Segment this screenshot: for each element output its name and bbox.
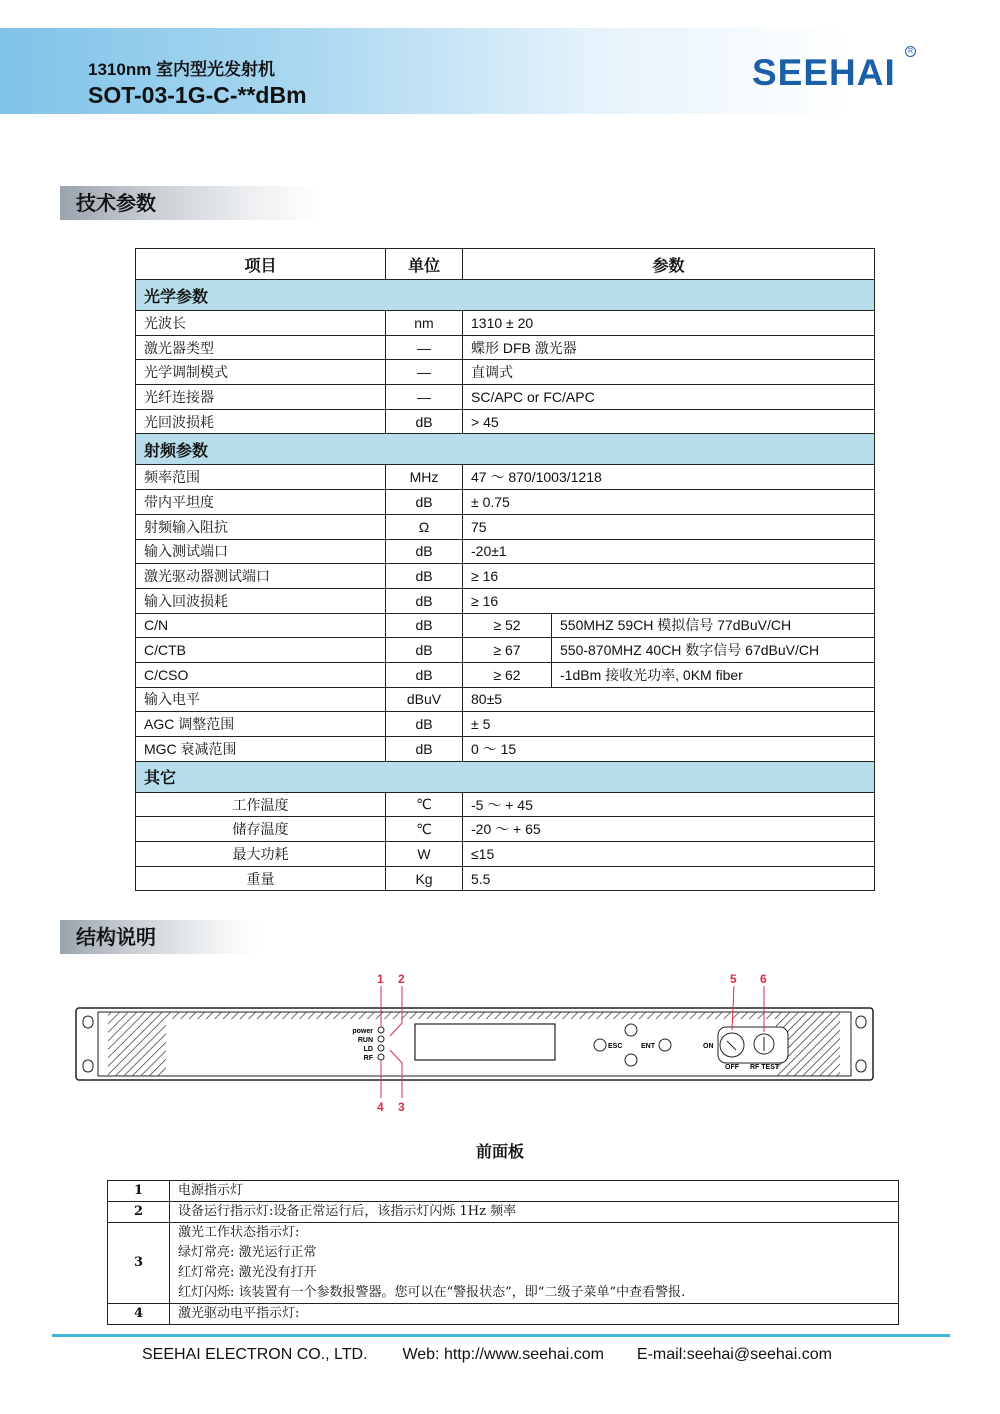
description-line: 激光驱动电平指示灯: bbox=[178, 1306, 300, 1321]
param-item: 储存温度 bbox=[136, 817, 386, 842]
description-row bbox=[108, 1304, 899, 1325]
param-unit: Ω bbox=[386, 514, 463, 539]
param-unit: ℃ bbox=[386, 817, 463, 842]
section-title-structure: 结构说明 bbox=[60, 920, 260, 954]
param-item: C/CTB bbox=[136, 638, 386, 663]
on-label: ON bbox=[703, 1043, 714, 1050]
power-switch-icon bbox=[720, 1033, 744, 1057]
param-item: C/N bbox=[136, 613, 386, 638]
param-value: 47 ～ 870/1003/1218 bbox=[463, 465, 875, 490]
description-line: 电源指示灯 bbox=[178, 1183, 244, 1198]
table-row bbox=[136, 490, 875, 515]
param-item: 光回波损耗 bbox=[136, 409, 386, 434]
param-value: -20 ～ + 65 bbox=[463, 817, 875, 842]
description-number: 4 bbox=[108, 1304, 170, 1325]
param-unit: dB bbox=[386, 613, 463, 638]
callout-6: 6 bbox=[760, 972, 767, 986]
param-item: 频率范围 bbox=[136, 465, 386, 490]
param-value: ± 0.75 bbox=[463, 490, 875, 515]
description-number: 1 bbox=[108, 1181, 170, 1202]
category-rf bbox=[136, 434, 875, 465]
down-button-icon bbox=[625, 1054, 637, 1066]
param-item: 光波长 bbox=[136, 311, 386, 336]
param-unit: dB bbox=[386, 638, 463, 663]
footer bbox=[142, 1346, 832, 1364]
param-value: ≥ 67 bbox=[463, 638, 552, 663]
rf-test-label: RF TEST bbox=[750, 1064, 780, 1071]
led-label: RF bbox=[363, 1055, 373, 1062]
description-text bbox=[170, 1202, 899, 1223]
param-unit: dB bbox=[386, 737, 463, 762]
param-value: 0 ～ 15 bbox=[463, 737, 875, 762]
description-line: 设备运行指示灯:设备正常运行后，该指示灯闪烁 1Hz 频率 bbox=[178, 1204, 517, 1219]
table-row bbox=[136, 465, 875, 490]
param-value: ≥ 62 bbox=[463, 662, 552, 687]
callout-3: 3 bbox=[398, 1100, 405, 1114]
param-unit: nm bbox=[386, 311, 463, 336]
param-value: ≥ 16 bbox=[463, 564, 875, 589]
param-unit: dB bbox=[386, 712, 463, 737]
param-value: ± 5 bbox=[463, 712, 875, 737]
table-row bbox=[136, 817, 875, 842]
category-title: 光学参数 bbox=[136, 280, 875, 311]
param-value: -20±1 bbox=[463, 539, 875, 564]
callout-4: 4 bbox=[377, 1100, 384, 1114]
col-header-value: 参数 bbox=[463, 249, 875, 280]
table-row bbox=[136, 866, 875, 891]
param-item: 光纤连接器 bbox=[136, 385, 386, 410]
product-subtitle: 1310nm 室内型光发射机 bbox=[88, 60, 276, 79]
param-item: 输入测试端口 bbox=[136, 539, 386, 564]
table-row bbox=[136, 588, 875, 613]
table-row bbox=[136, 687, 875, 712]
category-optical bbox=[136, 280, 875, 311]
table-row bbox=[136, 792, 875, 817]
callout-1: 1 bbox=[377, 972, 384, 986]
description-number: 2 bbox=[108, 1202, 170, 1223]
ld-led-icon bbox=[378, 1045, 384, 1051]
param-item: 激光驱动器测试端口 bbox=[136, 564, 386, 589]
param-unit: dB bbox=[386, 539, 463, 564]
param-unit: dB bbox=[386, 490, 463, 515]
param-item: 激光器类型 bbox=[136, 335, 386, 360]
param-unit: W bbox=[386, 842, 463, 867]
esc-label: ESC bbox=[608, 1043, 623, 1050]
param-unit: — bbox=[386, 385, 463, 410]
description-row bbox=[108, 1181, 899, 1202]
callout-2: 2 bbox=[398, 972, 405, 986]
param-value: -5 ～ + 45 bbox=[463, 792, 875, 817]
description-line: 绿灯常亮: 激光运行正常 bbox=[178, 1245, 317, 1260]
param-item: MGC 衰减范围 bbox=[136, 737, 386, 762]
product-model: SOT-03-1G-C-**dBm bbox=[88, 82, 307, 108]
table-row bbox=[136, 737, 875, 762]
footer-web[interactable]: Web: http://www.seehai.com bbox=[402, 1346, 605, 1363]
table-row bbox=[136, 539, 875, 564]
param-item: 最大功耗 bbox=[136, 842, 386, 867]
table-row bbox=[136, 409, 875, 434]
param-item: 光学调制模式 bbox=[136, 360, 386, 385]
param-note: -1dBm 接收光功率, 0KM fiber bbox=[552, 662, 875, 687]
brand-logo: SEEHAI bbox=[752, 52, 896, 93]
param-item: C/CSO bbox=[136, 662, 386, 687]
led-label: LD bbox=[363, 1046, 373, 1053]
power-led-icon bbox=[378, 1027, 384, 1033]
spec-header-row bbox=[136, 249, 875, 280]
param-item: AGC 调整范围 bbox=[136, 712, 386, 737]
table-row bbox=[136, 613, 875, 638]
param-unit: dB bbox=[386, 564, 463, 589]
off-label: OFF bbox=[725, 1064, 739, 1071]
ent-button-icon bbox=[659, 1039, 671, 1051]
param-unit: ℃ bbox=[386, 792, 463, 817]
callout-5: 5 bbox=[730, 972, 737, 986]
param-unit: Kg bbox=[386, 866, 463, 891]
category-title: 其它 bbox=[136, 761, 875, 792]
table-row bbox=[136, 360, 875, 385]
footer-company: SEEHAI ELECTRON CO., LTD. bbox=[142, 1346, 368, 1363]
lcd-display bbox=[415, 1024, 555, 1060]
vent-left bbox=[108, 1012, 166, 1076]
table-row bbox=[136, 638, 875, 663]
param-unit: — bbox=[386, 335, 463, 360]
table-row bbox=[136, 712, 875, 737]
param-value: > 45 bbox=[463, 409, 875, 434]
param-unit: MHz bbox=[386, 465, 463, 490]
param-note: 550-870MHZ 40CH 数字信号 67dBuV/CH bbox=[552, 638, 875, 663]
registered-mark: R bbox=[905, 46, 916, 57]
param-value: 1310 ± 20 bbox=[463, 311, 875, 336]
param-unit: — bbox=[386, 360, 463, 385]
rf-led-icon bbox=[378, 1054, 384, 1060]
param-value: ≥ 16 bbox=[463, 588, 875, 613]
param-unit: dB bbox=[386, 662, 463, 687]
param-value: ≤15 bbox=[463, 842, 875, 867]
description-text bbox=[170, 1181, 899, 1202]
param-value: ≥ 52 bbox=[463, 613, 552, 638]
param-item: 射频输入阻抗 bbox=[136, 514, 386, 539]
esc-button-icon bbox=[594, 1039, 606, 1051]
ent-label: ENT bbox=[641, 1043, 655, 1050]
footer-divider bbox=[52, 1334, 950, 1337]
category-other bbox=[136, 761, 875, 792]
spec-table bbox=[135, 248, 875, 891]
table-row bbox=[136, 662, 875, 687]
param-item: 工作温度 bbox=[136, 792, 386, 817]
param-value: SC/APC or FC/APC bbox=[463, 385, 875, 410]
table-row bbox=[136, 335, 875, 360]
param-value: 蝶形 DFB 激光器 bbox=[463, 335, 875, 360]
param-value: 5.5 bbox=[463, 866, 875, 891]
table-row bbox=[136, 311, 875, 336]
description-text bbox=[170, 1223, 899, 1304]
led-label: power bbox=[352, 1028, 373, 1035]
table-row bbox=[136, 842, 875, 867]
table-row bbox=[136, 385, 875, 410]
table-row bbox=[136, 564, 875, 589]
description-line: 红灯常亮: 激光没有打开 bbox=[178, 1265, 317, 1280]
description-line: 激光工作状态指示灯: bbox=[178, 1225, 300, 1240]
description-row bbox=[108, 1202, 899, 1223]
description-text bbox=[170, 1304, 899, 1325]
run-led-icon bbox=[378, 1036, 384, 1042]
table-row bbox=[136, 514, 875, 539]
category-title: 射频参数 bbox=[136, 434, 875, 465]
param-item: 重量 bbox=[136, 866, 386, 891]
col-header-unit: 单位 bbox=[386, 249, 463, 280]
section-title-tech: 技术参数 bbox=[60, 186, 320, 220]
up-button-icon bbox=[625, 1024, 637, 1036]
description-line: 红灯闪烁: 该装置有一个参数报警器。您可以在“警报状态”，即“二级子菜单”中查看警报. bbox=[178, 1285, 686, 1300]
param-item: 输入电平 bbox=[136, 687, 386, 712]
param-item: 带内平坦度 bbox=[136, 490, 386, 515]
param-unit: dB bbox=[386, 588, 463, 613]
param-value: 75 bbox=[463, 514, 875, 539]
param-unit: dBuV bbox=[386, 687, 463, 712]
vent-top bbox=[166, 1012, 776, 1019]
param-value: 直调式 bbox=[463, 360, 875, 385]
description-row bbox=[108, 1223, 899, 1304]
footer-email[interactable]: E-mail:seehai@seehai.com bbox=[636, 1346, 832, 1363]
param-unit: dB bbox=[386, 409, 463, 434]
param-note: 550MHZ 59CH 模拟信号 77dBuV/CH bbox=[552, 613, 875, 638]
front-panel-diagram bbox=[70, 968, 900, 1118]
led-label: RUN bbox=[357, 1037, 373, 1044]
description-number: 3 bbox=[108, 1223, 170, 1304]
col-header-item: 项目 bbox=[136, 249, 386, 280]
description-table bbox=[107, 1180, 899, 1325]
panel-caption: 前面板 bbox=[475, 1142, 524, 1161]
param-value: 80±5 bbox=[463, 687, 875, 712]
param-item: 输入回波损耗 bbox=[136, 588, 386, 613]
